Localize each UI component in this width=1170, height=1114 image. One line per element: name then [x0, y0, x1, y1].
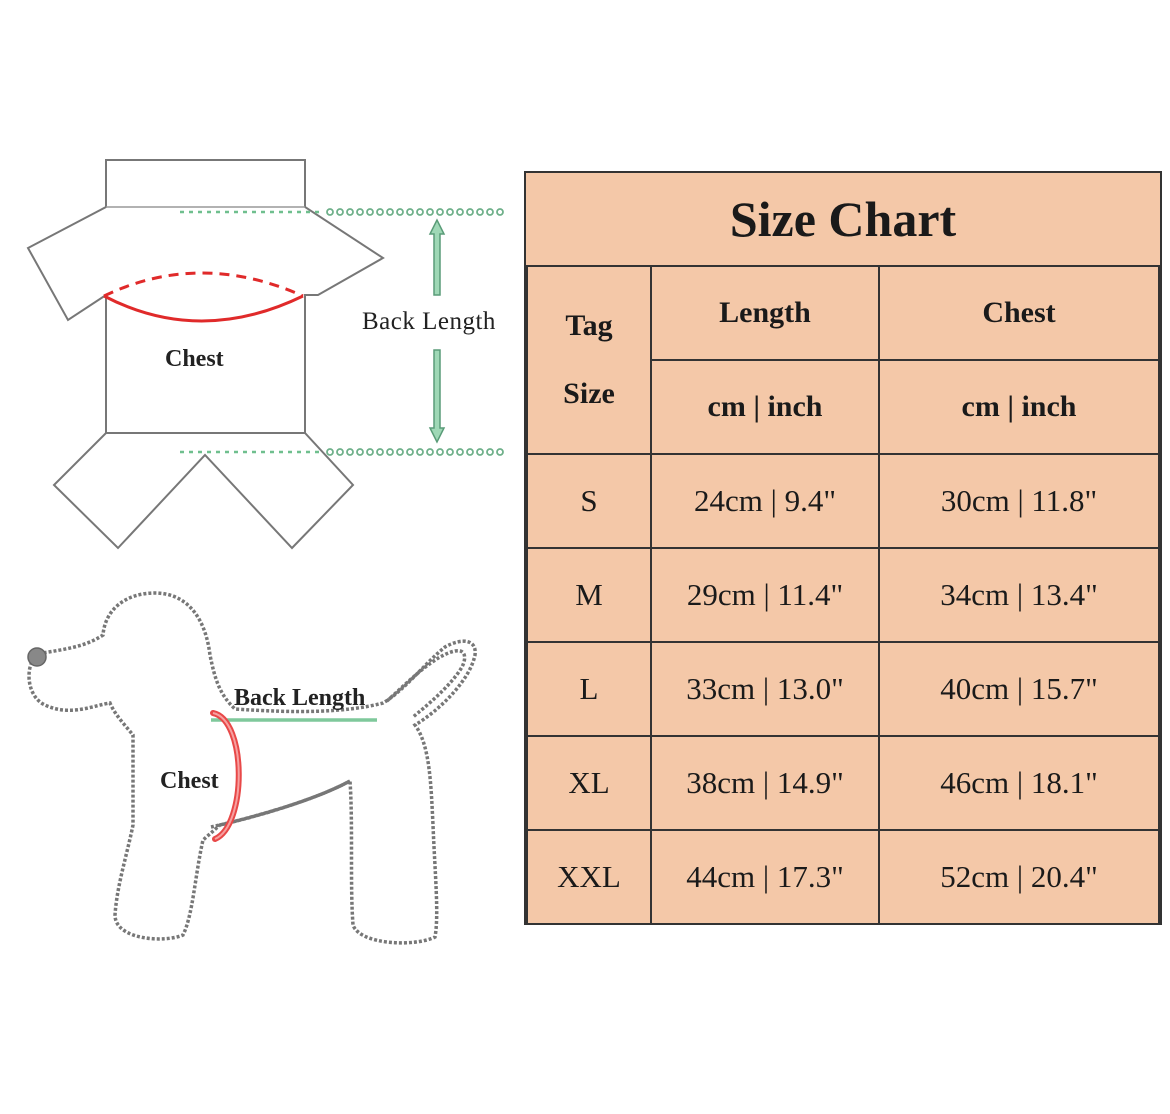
length-unit-header: cm | inch — [651, 360, 879, 454]
title-row — [527, 173, 1159, 266]
dog-back-length-label: Back Length — [234, 685, 366, 711]
table-row — [527, 548, 1159, 642]
size-cell: L — [527, 642, 651, 736]
chest-cell: 40cm | 15.7" — [879, 642, 1159, 736]
size-cell: M — [527, 548, 651, 642]
table-row — [527, 830, 1159, 924]
size-cell: XL — [527, 736, 651, 830]
table-row — [527, 454, 1159, 548]
length-cell: 24cm | 9.4" — [651, 454, 879, 548]
dog-chest-label: Chest — [160, 768, 219, 794]
chart-title: Size Chart — [527, 173, 1159, 266]
garment-outline-graphic — [20, 150, 520, 560]
chest-cell: 46cm | 18.1" — [879, 736, 1159, 830]
length-cell: 29cm | 11.4" — [651, 548, 879, 642]
length-cell: 38cm | 14.9" — [651, 736, 879, 830]
garment-back-length-label: Back Length — [362, 308, 496, 335]
size-chart-grid — [526, 173, 1160, 925]
tag-header-label: Tag — [565, 309, 613, 342]
length-cell: 44cm | 17.3" — [651, 830, 879, 924]
chest-cell: 30cm | 11.8" — [879, 454, 1159, 548]
chest-cell: 34cm | 13.4" — [879, 548, 1159, 642]
table-row — [527, 642, 1159, 736]
size-cell: S — [527, 454, 651, 548]
length-header: Length — [651, 266, 879, 360]
table-row — [527, 736, 1159, 830]
garment-chest-label: Chest — [165, 346, 224, 372]
length-cell: 33cm | 13.0" — [651, 642, 879, 736]
size-chart-table — [524, 171, 1162, 925]
chest-header: Chest — [879, 266, 1159, 360]
chest-unit-header: cm | inch — [879, 360, 1159, 454]
size-header-label: Size — [563, 377, 615, 410]
garment-diagram — [20, 150, 520, 560]
size-cell: XXL — [527, 830, 651, 924]
chest-cell: 52cm | 20.4" — [879, 830, 1159, 924]
tag-size-header — [527, 266, 651, 454]
dog-diagram — [15, 585, 495, 955]
header-row — [527, 266, 1159, 360]
dog-outline-graphic — [15, 585, 495, 955]
